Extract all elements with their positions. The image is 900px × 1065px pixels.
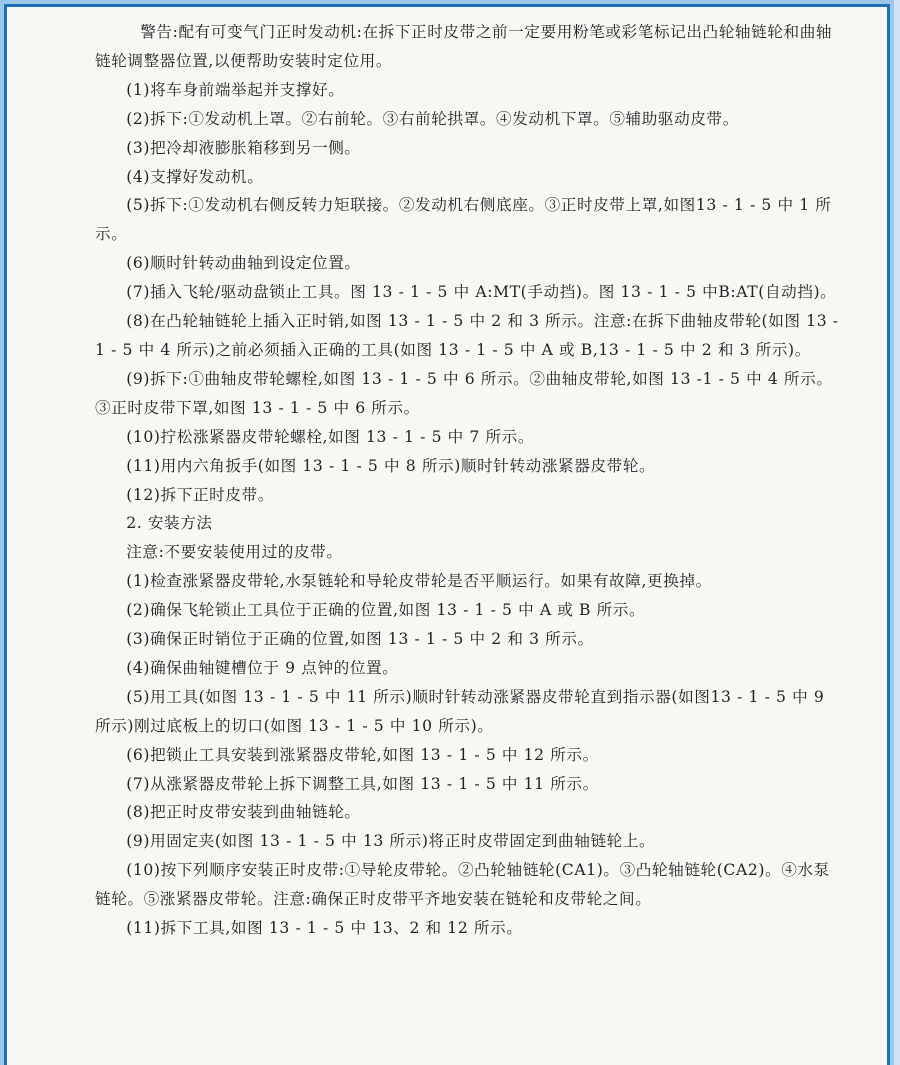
page-frame (4, 4, 890, 1065)
step-paragraph: (7)从涨紧器皮带轮上拆下调整工具,如图 13 - 1 - 5 中 11 所示。 (126, 774, 599, 793)
note-paragraph: 注意:不要安装使用过的皮带。 (126, 543, 343, 562)
step-paragraph: (10)拧松涨紧器皮带轮螺栓,如图 13 - 1 - 5 中 7 所示。 (126, 427, 535, 446)
step-paragraph: (3)把冷却液膨胀箱移到另一侧。 (126, 138, 361, 157)
step-paragraph: (9)拆下:①曲轴皮带轮螺栓,如图 13 - 1 - 5 中 6 所示。②曲轴皮带轮,如图 13 -1 - 5 中 4 所示。③正时皮带下罩,如图 13 - 1 - 5 中 6 所示。 (95, 369, 833, 417)
step-paragraph: (6)把锁止工具安装到涨紧器皮带轮,如图 13 - 1 - 5 中 12 所示。 (126, 745, 599, 764)
document-body (95, 18, 840, 943)
step-paragraph: (5)用工具(如图 13 - 1 - 5 中 11 所示)顺时针转动涨紧器皮带轮直到指示器(如图13 - 1 - 5 中 9 所示)刚过底板上的切口(如图 13 - 1 - 5 中 10 所示)。 (95, 687, 825, 735)
step-paragraph: (11)用内六角扳手(如图 13 - 1 - 5 中 8 所示)顺时针转动涨紧器皮带轮。 (126, 456, 656, 475)
step-paragraph: (8)把正时皮带安装到曲轴链轮。 (126, 803, 361, 822)
step-paragraph: (7)插入飞轮/驱动盘锁止工具。图 13 - 1 - 5 中 A:MT(手动挡)。图 13 - 1 - 5 中B:AT(自动挡)。 (126, 283, 837, 302)
step-paragraph: (5)拆下:①发动机右侧反转力矩联接。②发动机右侧底座。③正时皮带上罩,如图13 - 1 - 5 中 1 所示。 (95, 196, 832, 244)
step-paragraph: (11)拆下工具,如图 13 - 1 - 5 中 13、2 和 12 所示。 (126, 919, 523, 938)
step-paragraph: (4)支撑好发动机。 (126, 167, 264, 186)
step-paragraph: (9)用固定夹(如图 13 - 1 - 5 中 13 所示)将正时皮带固定到曲轴链轮上。 (126, 832, 656, 851)
step-paragraph: (12)拆下正时皮带。 (126, 485, 274, 504)
step-paragraph: (10)按下列顺序安装正时皮带:①导轮皮带轮。②凸轮轴链轮(CA1)。③凸轮轴链轮(CA2)。④水泵链轮。⑤涨紧器皮带轮。注意:确保正时皮带平齐地安装在链轮和皮带轮之间。 (95, 861, 830, 909)
step-paragraph: (4)确保曲轴键槽位于 9 点钟的位置。 (126, 658, 399, 677)
step-paragraph: (8)在凸轮轴链轮上插入正时销,如图 13 - 1 - 5 中 2 和 3 所示。注意:在拆下曲轴皮带轮(如图 13 - 1 - 5 中 4 所示)之前必须插入正确的工具(如图 13 - 1 - 5 中 A 或 B,13 - 1 - 5 中 2 和 3 所示)。 (95, 312, 839, 359)
step-paragraph: (1)将车身前端举起并支撑好。 (126, 80, 345, 99)
section-heading: 2. 安装方法 (126, 514, 213, 533)
step-paragraph: (1)检查涨紧器皮带轮,水泵链轮和导轮皮带轮是否平顺运行。如果有故障,更换掉。 (126, 572, 712, 591)
step-paragraph: (2)拆下:①发动机上罩。②右前轮。③右前轮拱罩。④发动机下罩。⑤辅助驱动皮带。 (126, 109, 739, 128)
step-paragraph: (2)确保飞轮锁止工具位于正确的位置,如图 13 - 1 - 5 中 A 或 B 所示。 (126, 601, 646, 620)
warning-paragraph: 警告:配有可变气门正时发动机:在拆下正时皮带之前一定要用粉笔或彩笔标记出凸轮轴链轮和曲轴链轮调整器位置,以便帮助安装时定位用。 (95, 23, 833, 70)
step-paragraph: (6)顺时针转动曲轴到设定位置。 (126, 254, 361, 273)
step-paragraph: (3)确保正时销位于正确的位置,如图 13 - 1 - 5 中 2 和 3 所示。 (126, 630, 594, 649)
